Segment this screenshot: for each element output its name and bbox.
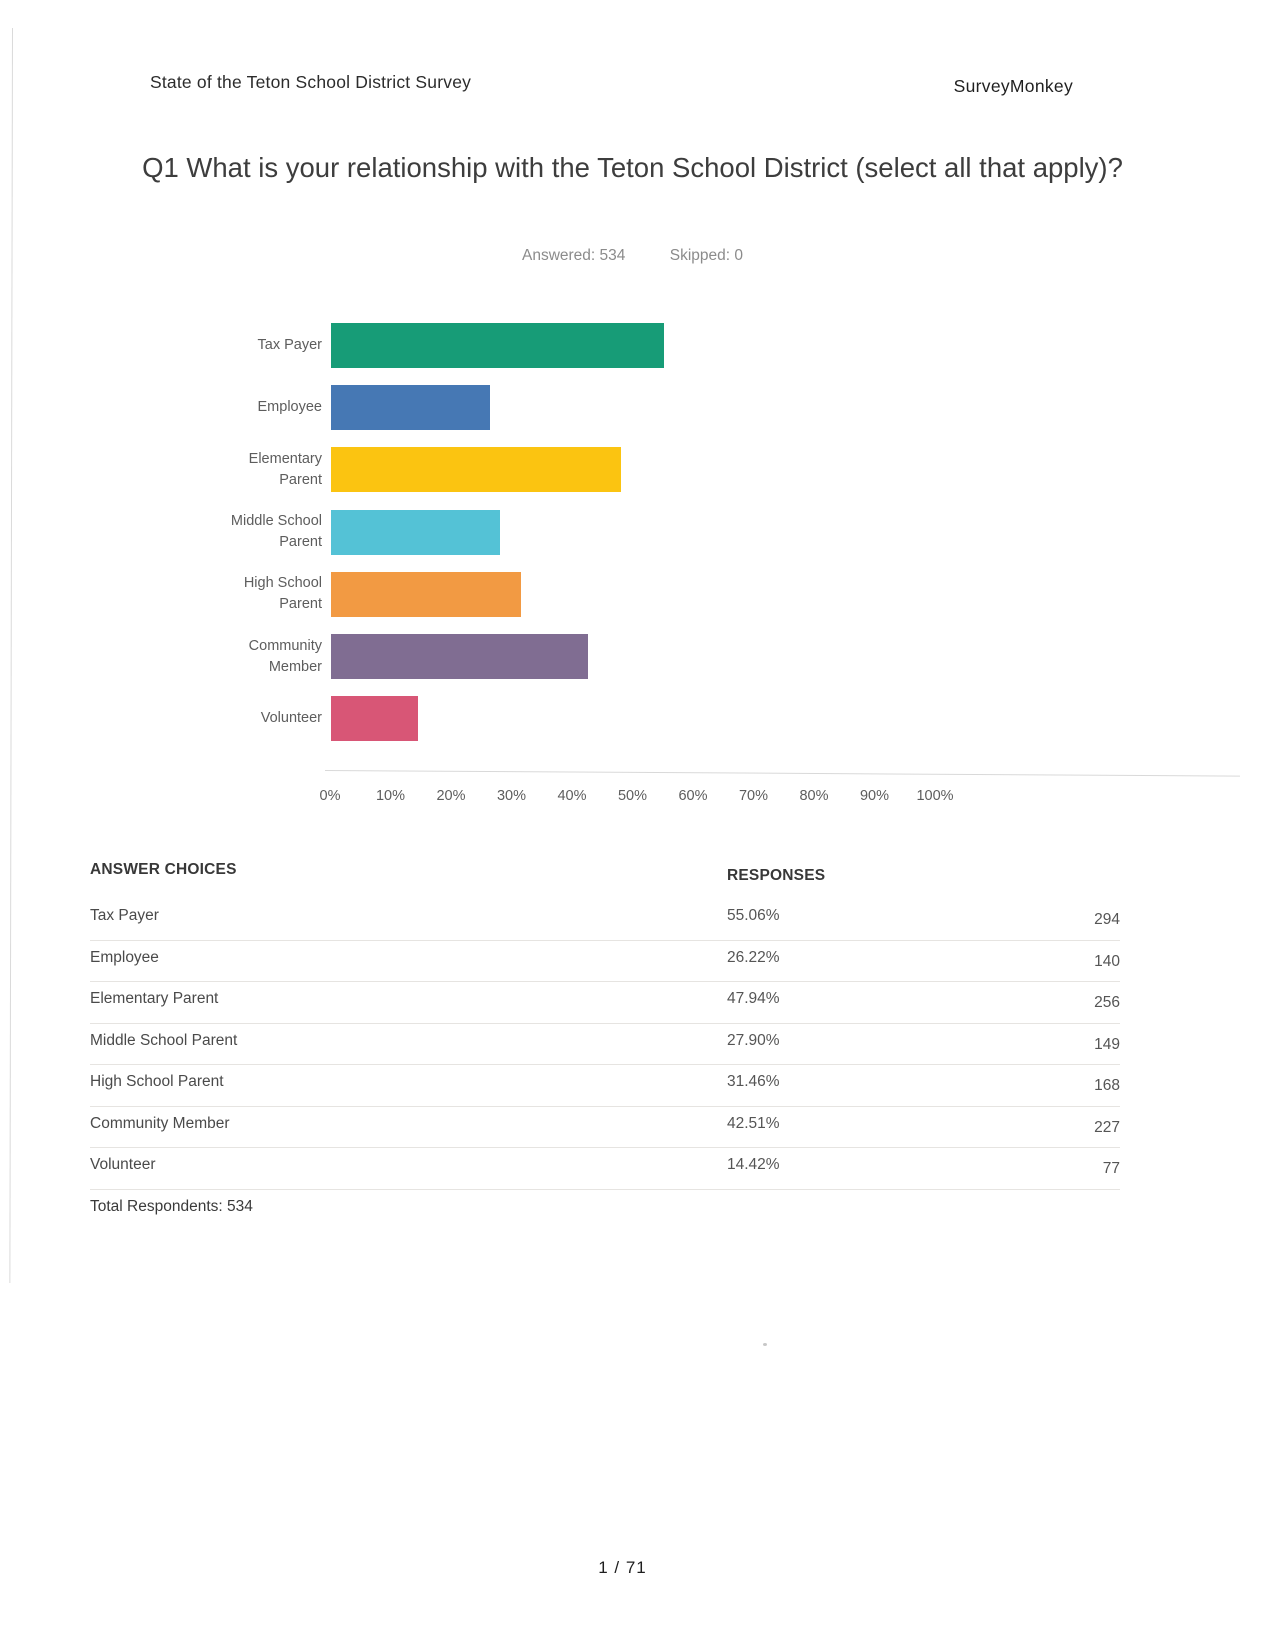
response-count-cell: 149	[1094, 1035, 1120, 1053]
x-tick-30: 30%	[496, 788, 527, 804]
chart-row-middle-school-parent	[215, 501, 955, 563]
bar-middle-school-parent	[331, 510, 500, 555]
scan-artifact-speck	[763, 1343, 767, 1346]
table-row-high-school-parent	[90, 1065, 1120, 1107]
answer-choice-cell: Community Member	[90, 1114, 230, 1132]
response-count-cell: 294	[1094, 911, 1120, 928]
x-tick-20: 20%	[436, 788, 466, 804]
table-row-employee	[90, 941, 1120, 983]
response-percent-cell: 42.51%	[727, 1114, 780, 1132]
horizontal-bar-chart	[215, 314, 955, 750]
surveymonkey-wordmark: SurveyMonkey	[953, 76, 1073, 96]
x-tick-100: 100%	[916, 788, 954, 804]
answer-choice-cell: Tax Payer	[90, 907, 159, 924]
response-percent-cell: 14.42%	[727, 1156, 780, 1173]
category-label-middle-school-parent: Middle School Parent	[230, 513, 322, 551]
category-label-employee: Employee	[257, 398, 322, 415]
responses-header: RESPONSES	[727, 867, 826, 884]
category-label-volunteer: Volunteer	[260, 710, 322, 727]
x-tick-60: 60%	[678, 788, 708, 804]
x-tick-0: 0%	[319, 788, 341, 804]
table-header-row	[90, 855, 1120, 899]
bar-volunteer	[331, 696, 418, 741]
total-respondents-row	[90, 1190, 1120, 1238]
response-count-cell: 168	[1094, 1077, 1120, 1094]
response-percent-cell: 55.06%	[727, 907, 780, 924]
x-axis-ticks	[215, 788, 955, 810]
x-tick-90: 90%	[859, 788, 890, 804]
x-tick-50: 50%	[617, 788, 648, 804]
answer-choice-cell: Employee	[90, 948, 159, 966]
category-label-high-school-parent: High School Parent	[243, 575, 322, 613]
chart-row-elementary-parent	[215, 439, 955, 501]
response-count-cell: 256	[1094, 994, 1120, 1011]
response-percent-cell: 26.22%	[727, 948, 780, 966]
skipped-label: Skipped:	[669, 247, 731, 264]
category-label-community-member: Community Member	[248, 637, 322, 675]
response-percent-cell: 27.90%	[727, 1031, 780, 1049]
response-percent-cell: 31.46%	[727, 1073, 780, 1090]
response-summary	[502, 247, 763, 265]
chart-row-volunteer	[215, 688, 955, 750]
x-axis-line	[325, 770, 1240, 777]
question-title: Q1 What is your relationship with the Teton School District (select all that apply)?	[142, 152, 1123, 183]
table-row-community-member	[90, 1107, 1120, 1149]
answer-choice-cell: Volunteer	[90, 1156, 156, 1173]
response-count-cell: 140	[1094, 952, 1120, 970]
x-tick-70: 70%	[738, 788, 769, 804]
total-respondents-value: 534	[227, 1197, 253, 1215]
answered-stat	[522, 247, 625, 264]
response-count-cell: 227	[1094, 1118, 1120, 1136]
table-body	[90, 899, 1120, 1190]
report-header-title: State of the Teton School District Survey	[150, 72, 472, 92]
chart-row-employee	[215, 376, 955, 438]
answered-label: Answered:	[522, 247, 596, 264]
table-row-elementary-parent	[90, 982, 1120, 1024]
bar-community-member	[331, 634, 588, 679]
bar-employee	[331, 385, 490, 430]
response-count-cell: 77	[1102, 1160, 1120, 1177]
category-label-tax-payer: Tax Payer	[257, 336, 322, 353]
skipped-value: 0	[734, 247, 743, 264]
answer-choice-cell: High School Parent	[90, 1073, 224, 1090]
table-row-tax-payer	[90, 899, 1120, 941]
answer-choices-header: ANSWER CHOICES	[90, 861, 237, 878]
chart-rows	[215, 314, 955, 750]
x-tick-40: 40%	[557, 788, 587, 804]
answered-value: 534	[599, 247, 626, 264]
response-percent-cell: 47.94%	[727, 990, 780, 1007]
x-tick-80: 80%	[799, 788, 829, 804]
bar-elementary-parent	[331, 447, 621, 492]
total-respondents-label: Total Respondents:	[90, 1197, 223, 1215]
bar-high-school-parent	[331, 572, 521, 617]
category-label-elementary-parent: Elementary Parent	[248, 450, 322, 488]
table-row-volunteer	[90, 1148, 1120, 1190]
bar-tax-payer	[331, 323, 664, 368]
chart-row-tax-payer	[215, 314, 955, 376]
chart-row-high-school-parent	[215, 563, 955, 625]
answer-choices-table	[90, 855, 1120, 1238]
answer-choice-cell: Elementary Parent	[90, 990, 219, 1007]
scan-artifact-line	[9, 28, 13, 1283]
page-number-indicator: 1 / 71	[598, 1558, 647, 1577]
skipped-stat	[670, 247, 743, 264]
x-tick-10: 10%	[375, 788, 406, 804]
table-row-middle-school-parent	[90, 1024, 1120, 1066]
answer-choice-cell: Middle School Parent	[90, 1031, 238, 1049]
chart-row-community-member	[215, 625, 955, 687]
